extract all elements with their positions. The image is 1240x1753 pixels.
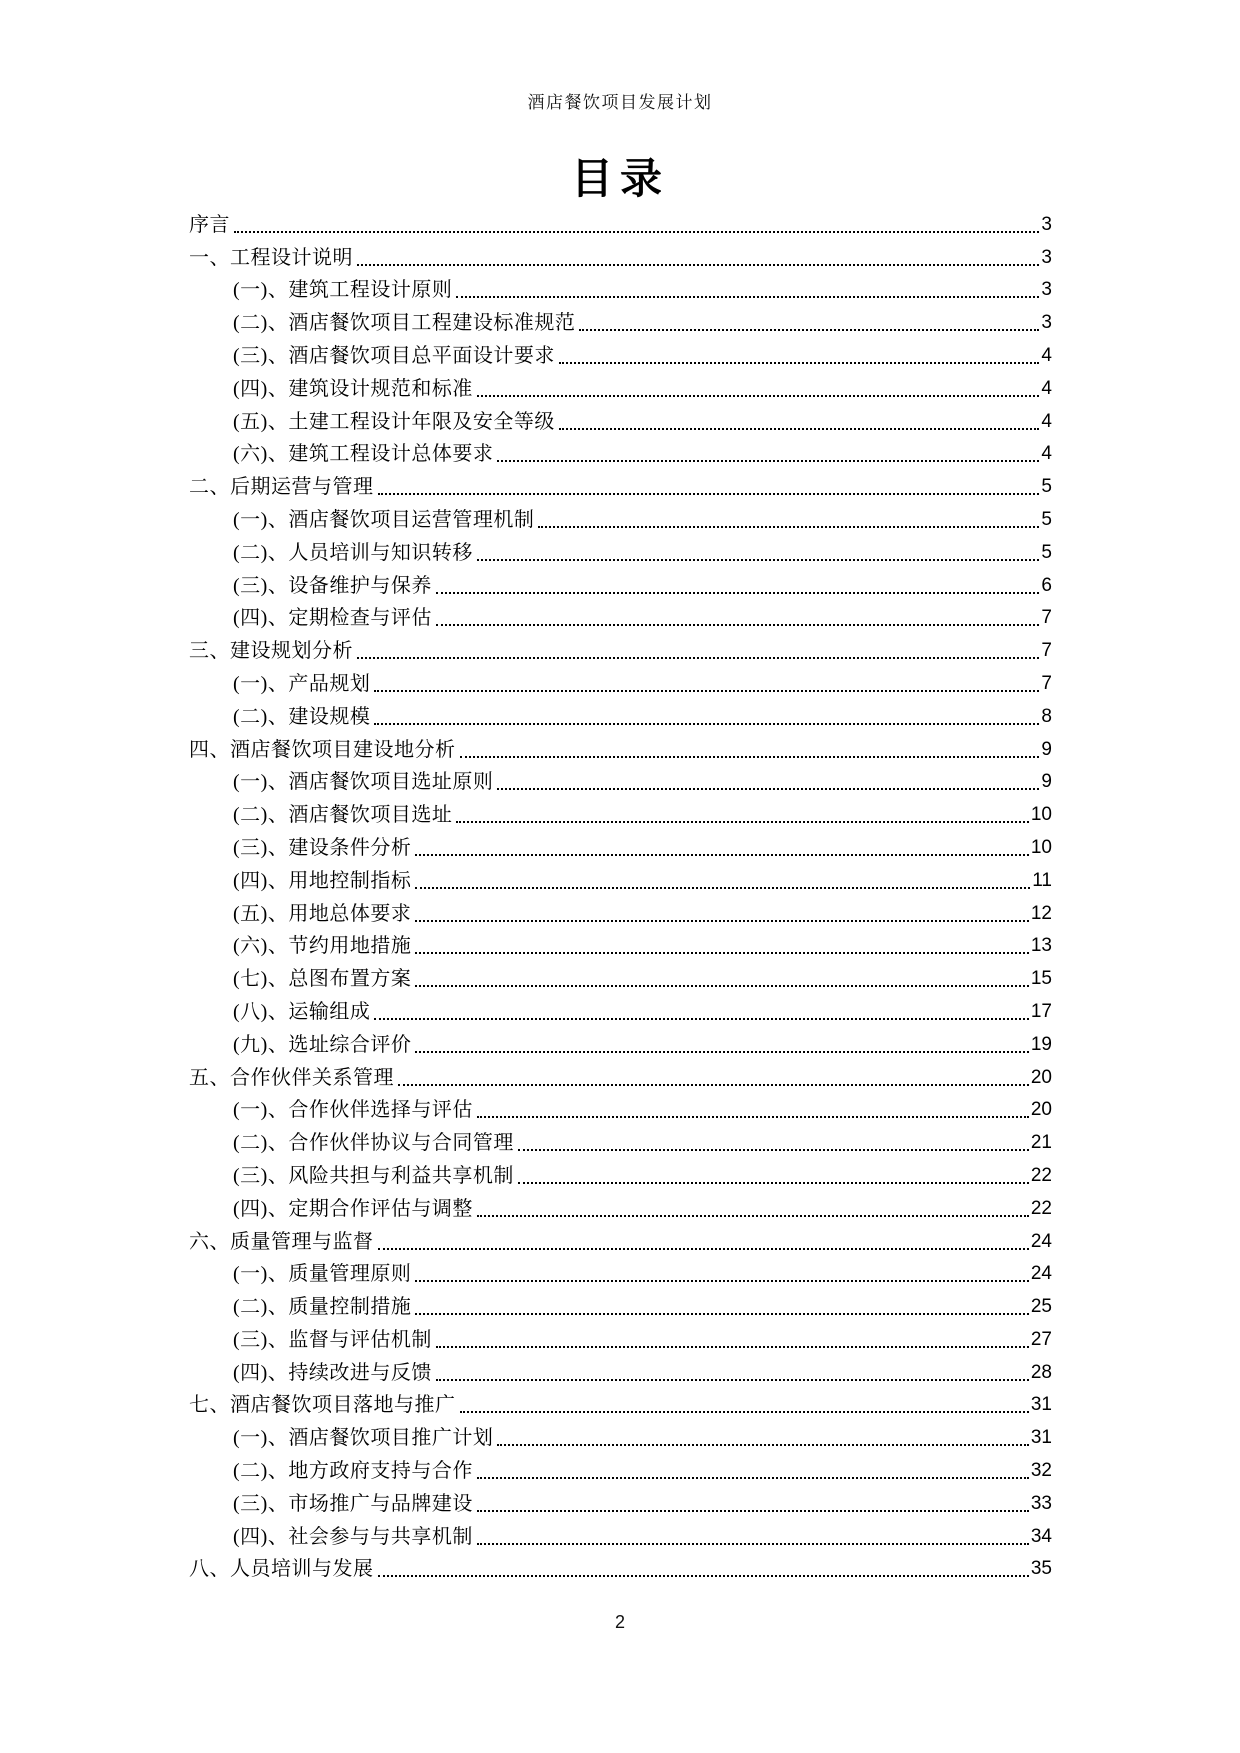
dotted-leader: [477, 395, 1040, 397]
toc-entry-label: (二)、地方政府支持与合作: [233, 1460, 473, 1483]
dotted-leader: [579, 329, 1039, 331]
toc-entry[interactable]: [189, 1519, 1052, 1552]
toc-entry[interactable]: [189, 1552, 1052, 1585]
toc-entry[interactable]: [189, 1420, 1052, 1453]
dotted-leader: [538, 526, 1039, 528]
toc-entry-label: 二、后期运营与管理: [189, 476, 374, 499]
dotted-leader: [415, 920, 1029, 922]
toc-entry-label: (一)、合作伙伴选择与评估: [233, 1099, 473, 1122]
toc-entry-label: (一)、产品规划: [233, 672, 371, 695]
toc-entry[interactable]: [189, 863, 1052, 896]
toc-entry[interactable]: [189, 699, 1052, 732]
toc-entry-label: (二)、酒店餐饮项目工程建设标准规范: [233, 312, 576, 335]
toc-entry-label: (三)、设备维护与保养: [233, 574, 432, 597]
toc-entry-page: 7: [1041, 640, 1052, 662]
toc-entry-label: (二)、质量控制措施: [233, 1296, 412, 1319]
toc-entry[interactable]: [189, 437, 1052, 470]
document-footer: [0, 1612, 1240, 1633]
toc-entry-page: 24: [1030, 1263, 1052, 1285]
toc-entry-page: 12: [1030, 902, 1052, 924]
toc-entry-label: (四)、用地控制指标: [233, 869, 412, 892]
toc-entry[interactable]: [189, 797, 1052, 830]
dotted-leader: [415, 854, 1029, 856]
dotted-leader: [477, 1116, 1029, 1118]
dotted-leader: [378, 1248, 1029, 1250]
toc-entry[interactable]: [189, 961, 1052, 994]
toc-entry-page: 25: [1030, 1296, 1052, 1318]
toc-entry-page: 33: [1030, 1492, 1052, 1514]
toc-entry-label: (二)、酒店餐饮项目选址: [233, 804, 453, 827]
dotted-leader: [415, 1280, 1029, 1282]
toc-entry[interactable]: [189, 1257, 1052, 1290]
toc-entry-label: (六)、节约用地措施: [233, 935, 412, 958]
toc-entry-page: 3: [1041, 246, 1052, 268]
toc-entry[interactable]: [189, 1125, 1052, 1158]
toc-entry-page: 4: [1041, 410, 1052, 432]
toc-entry-page: 22: [1030, 1164, 1052, 1186]
toc-entry-label: (五)、用地总体要求: [233, 902, 412, 925]
dotted-leader: [234, 231, 1039, 233]
toc-entry-label: (四)、定期合作评估与调整: [233, 1197, 473, 1220]
toc-entry-page: 11: [1032, 869, 1052, 891]
dotted-leader: [357, 657, 1039, 659]
dotted-leader: [518, 1182, 1029, 1184]
toc-entry[interactable]: [189, 338, 1052, 371]
toc-entry-label: (三)、监督与评估机制: [233, 1328, 432, 1351]
dotted-leader: [436, 1346, 1029, 1348]
dotted-leader: [436, 592, 1040, 594]
toc-entry[interactable]: [189, 535, 1052, 568]
toc-entry-page: 31: [1030, 1427, 1052, 1449]
dotted-leader: [477, 1510, 1029, 1512]
toc-entry-label: 四、酒店餐饮项目建设地分析: [189, 738, 456, 761]
toc-entry-page: 9: [1041, 738, 1052, 760]
dotted-leader: [497, 788, 1039, 790]
toc-entry-label: (五)、土建工程设计年限及安全等级: [233, 410, 555, 433]
toc-entry[interactable]: [189, 994, 1052, 1027]
toc-list: [189, 207, 1052, 1584]
dotted-leader: [415, 952, 1029, 954]
toc-entry-label: (三)、市场推广与品牌建设: [233, 1492, 473, 1515]
toc-entry-label: (一)、酒店餐饮项目选址原则: [233, 771, 494, 794]
dotted-leader: [477, 559, 1040, 561]
toc-entry[interactable]: [189, 1224, 1052, 1257]
toc-entry[interactable]: [189, 240, 1052, 273]
toc-entry[interactable]: [189, 929, 1052, 962]
dotted-leader: [477, 1215, 1029, 1217]
toc-entry-label: (四)、社会参与与共享机制: [233, 1525, 473, 1548]
toc-entry-page: 19: [1030, 1033, 1052, 1055]
dotted-leader: [357, 264, 1039, 266]
toc-entry-page: 10: [1030, 836, 1052, 858]
toc-entry-page: 4: [1041, 344, 1052, 366]
toc-entry-page: 4: [1041, 377, 1052, 399]
toc-entry-page: 22: [1030, 1197, 1052, 1219]
toc-entry-label: (四)、建筑设计规范和标准: [233, 377, 473, 400]
toc-entry-page: 3: [1041, 312, 1052, 334]
toc-entry-page: 4: [1041, 443, 1052, 465]
toc-entry[interactable]: [189, 1289, 1052, 1322]
dotted-leader: [456, 821, 1029, 823]
toc-entry-page: 3: [1041, 213, 1052, 235]
toc-entry-label: (三)、酒店餐饮项目总平面设计要求: [233, 344, 555, 367]
toc-entry[interactable]: [189, 732, 1052, 765]
toc-entry[interactable]: [189, 765, 1052, 798]
toc-entry[interactable]: [189, 1093, 1052, 1126]
toc-entry-label: (一)、建筑工程设计原则: [233, 279, 453, 302]
dotted-leader: [460, 1411, 1029, 1413]
dotted-leader: [436, 624, 1040, 626]
dotted-leader: [398, 1084, 1029, 1086]
dotted-leader: [374, 690, 1039, 692]
toc-entry-page: 10: [1030, 804, 1052, 826]
toc-entry[interactable]: [189, 568, 1052, 601]
toc-entry-label: 一、工程设计说明: [189, 246, 353, 269]
toc-entry[interactable]: [189, 207, 1052, 240]
toc-entry-page: 27: [1030, 1328, 1052, 1350]
toc-entry-label: (二)、合作伙伴协议与合同管理: [233, 1132, 514, 1155]
dotted-leader: [477, 1477, 1029, 1479]
toc-entry[interactable]: [189, 1158, 1052, 1191]
toc-entry[interactable]: [189, 1322, 1052, 1355]
toc-title: 目录: [570, 157, 669, 203]
toc-entry[interactable]: [189, 666, 1052, 699]
dotted-leader: [460, 756, 1040, 758]
toc-entry-label: (一)、酒店餐饮项目运营管理机制: [233, 508, 535, 531]
toc-entry[interactable]: [189, 371, 1052, 404]
toc-entry-label: 序言: [189, 213, 230, 236]
toc-entry[interactable]: [189, 1060, 1052, 1093]
toc-entry[interactable]: [189, 273, 1052, 306]
dotted-leader: [436, 1379, 1029, 1381]
toc-entry-page: 17: [1030, 1000, 1052, 1022]
toc-entry-page: 6: [1041, 574, 1052, 596]
toc-entry-page: 3: [1041, 279, 1052, 301]
toc-entry-label: (二)、人员培训与知识转移: [233, 541, 473, 564]
toc-entry[interactable]: [189, 469, 1052, 502]
dotted-leader: [477, 1543, 1029, 1545]
toc-entry[interactable]: [189, 601, 1052, 634]
toc-entry-label: 六、质量管理与监督: [189, 1230, 374, 1253]
toc-entry-page: 28: [1030, 1361, 1052, 1383]
toc-entry-page: 5: [1041, 541, 1052, 563]
toc-entry-label: (三)、建设条件分析: [233, 836, 412, 859]
toc-entry-label: (四)、定期检查与评估: [233, 607, 432, 630]
toc-entry[interactable]: [189, 1191, 1052, 1224]
dotted-leader: [497, 1444, 1029, 1446]
dotted-leader: [559, 428, 1040, 430]
dotted-leader: [456, 296, 1039, 298]
toc-entry-label: (九)、选址综合评价: [233, 1033, 412, 1056]
toc-entry-label: (三)、风险共担与利益共享机制: [233, 1164, 514, 1187]
toc-entry-label: (六)、建筑工程设计总体要求: [233, 443, 494, 466]
toc-entry-label: (一)、酒店餐饮项目推广计划: [233, 1427, 494, 1450]
dotted-leader: [415, 985, 1029, 987]
toc-entry-label: 七、酒店餐饮项目落地与推广: [189, 1394, 456, 1417]
dotted-leader: [378, 1575, 1029, 1577]
toc-entry-label: (一)、质量管理原则: [233, 1263, 412, 1286]
toc-entry-page: 8: [1041, 705, 1052, 727]
toc-entry-page: 32: [1030, 1460, 1052, 1482]
dotted-leader: [518, 1149, 1029, 1151]
toc-entry-label: (四)、持续改进与反馈: [233, 1361, 432, 1384]
toc-entry[interactable]: [189, 1027, 1052, 1060]
toc-entry-page: 13: [1030, 935, 1052, 957]
dotted-leader: [374, 723, 1039, 725]
toc-entry[interactable]: [189, 502, 1052, 535]
dotted-leader: [415, 1051, 1029, 1053]
toc-entry-page: 31: [1030, 1394, 1052, 1416]
toc-entry-page: 24: [1030, 1230, 1052, 1252]
dotted-leader: [415, 887, 1030, 889]
dotted-leader: [378, 493, 1040, 495]
toc-entry-page: 20: [1030, 1099, 1052, 1121]
toc-entry[interactable]: [189, 896, 1052, 929]
toc-entry-page: 7: [1041, 672, 1052, 694]
toc-entry[interactable]: [189, 305, 1052, 338]
toc-entry-label: 三、建设规划分析: [189, 640, 353, 663]
toc-entry-page: 34: [1030, 1525, 1052, 1547]
toc-entry-page: 15: [1030, 968, 1052, 990]
toc-entry[interactable]: [189, 633, 1052, 666]
toc-entry[interactable]: [189, 1453, 1052, 1486]
dotted-leader: [497, 460, 1039, 462]
toc-entry-page: 21: [1030, 1132, 1052, 1154]
toc-entry-page: 7: [1041, 607, 1052, 629]
toc-entry-page: 5: [1041, 476, 1052, 498]
toc-entry-label: (二)、建设规模: [233, 705, 371, 728]
toc-entry-label: (八)、运输组成: [233, 1000, 371, 1023]
dotted-leader: [415, 1313, 1029, 1315]
dotted-leader: [374, 1018, 1029, 1020]
toc-entry-label: (七)、总图布置方案: [233, 968, 412, 991]
toc-entry-page: 20: [1030, 1066, 1052, 1088]
toc-entry[interactable]: [189, 1355, 1052, 1388]
toc-entry-page: 35: [1030, 1558, 1052, 1580]
document-header: [0, 88, 1240, 113]
toc-entry-page: 9: [1041, 771, 1052, 793]
toc-entry[interactable]: [189, 404, 1052, 437]
toc-entry-label: 八、人员培训与发展: [189, 1558, 374, 1581]
header-title: 酒店餐饮项目发展计划: [527, 93, 713, 112]
toc-entry[interactable]: [189, 1388, 1052, 1421]
toc-entry[interactable]: [189, 1486, 1052, 1519]
toc-entry-page: 5: [1041, 508, 1052, 530]
toc-entry[interactable]: [189, 830, 1052, 863]
toc-entry-label: 五、合作伙伴关系管理: [189, 1066, 394, 1089]
page-number: 2: [614, 1612, 625, 1632]
dotted-leader: [559, 362, 1040, 364]
